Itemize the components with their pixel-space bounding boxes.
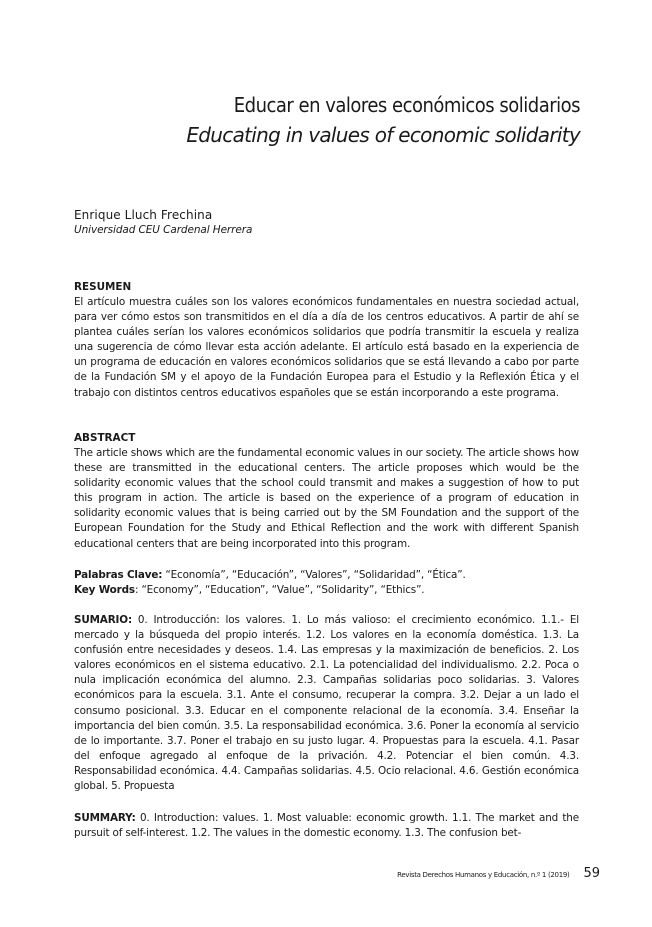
keywords-spanish-label: Palabras Clave: [74,569,163,581]
resumen-section [74,280,579,401]
keywords-section [74,568,579,598]
author-affiliation: Universidad CEU Cardenal Herrera [74,224,253,236]
summary-label: SUMMARY: [74,812,136,824]
resumen-text: El artículo muestra cuáles son los valores económicos fundamentales en nuestra sociedad actual, para ver cómo estos son transmitidos en el día a día de los centros educativos. A partir de ahí se plantea cuáles serían los valores económicos solidarios que podría transmitir la escuela y realiza una sugerencia de cómo llevar esta acción adelante. El artículo está basado en la experiencia de un programa de educación en valores económicos solidarios que se está llevando a cabo por parte de la Fundación SM y el apoyo de la Fundación Europea para el Estudio y la Reflexión Ética y el trabajo con distintos centros educativos españoles que se están incorporando a este programa. [74,296,579,399]
sumario-label: SUMARIO: [74,614,132,626]
footer-journal-citation: Revista Derechos Humanos y Educación, n.º 1 (2019) [397,871,570,879]
summary-section [74,811,579,841]
summary-text: 0. Introduction: values. 1. Most valuable: economic growth. 1.1. The market and the pursuit of self-interest. 1.2. The values in the domestic economy. 1.3. The confusion bet- [74,812,579,840]
author-name: Enrique Lluch Frechina [74,208,213,222]
keywords-spanish [74,568,579,583]
keywords-spanish-text: “Economía”, “Educación”, “Valores”, “Solidaridad”, “Ética”. [162,569,466,581]
abstract-section [74,431,579,552]
title-block [186,92,580,152]
title-spanish: Educar en valores económicos solidarios [233,93,580,117]
title-english: Educating in values of economic solidarity [186,123,580,147]
abstract-text: The article shows which are the fundamental economic values in our society. The article shows how these are transmitted in the educational centers. The article proposes which would be the solidarity economic values that the school could transmit and makes a suggestion of how to put this program in action. The article is based on the experience of a program of education in solidarity economic values that is being carried out by the SM Foundation and the support of the European Foundation for the Study and Ethical Reflection and the work with different Spanish educational centers that are being incorporated into this program. [74,447,579,550]
page-number: 59 [583,866,600,881]
resumen-heading: RESUMEN [74,281,132,293]
sumario-section [74,613,579,794]
keywords-english-label: Key Words [74,584,135,597]
abstract-heading: ABSTRACT [74,432,136,444]
sumario-text: 0. Introducción: los valores. 1. Lo más valioso: el crecimiento económico. 1.1.- El mercado y la búsqueda del propio interés. 1.2. Los valores en la economía doméstica. 1.3. La confusión entre necesidades y deseos. 1.4. Las empresas y la maximización de beneficios. 2. Los valores económicos en el sistema educativo. 2.1. La potencialidad del individualismo. 2.2. Poca o nula implicación económica del alumno. 2.3. Campañas solidarias poco solidarias. 3. Valores económicos para la escuela. 3.1. Ante el consumo, recuperar la compra. 3.2. Dejar a un lado el consumo posicional. 3.3. Educar en el componente relacional de la economía. 3.4. Enseñar la importancia del bien común. 3.5. La responsabilidad económica. 3.6. Poner la economía al servicio de lo importante. 3.7. Poner el trabajo en su justo lugar. 4. Propuestas para la escuela. 4.1. Pasar del enfoque agregado al enfoque de la privación. 4.2. Potenciar el bien común. 4.3. Responsabilidad económica. 4.4. Campañas solidarias. 4.5. Ocio relacional. 4.6. Gestión económica global. 5. Propuesta [74,614,579,793]
page-footer [397,866,600,881]
keywords-english [74,583,579,598]
author-block [74,208,252,238]
keywords-english-text: : “Economy”, “Education”, “Value”, “Solidarity”, “Ethics”. [134,584,425,597]
